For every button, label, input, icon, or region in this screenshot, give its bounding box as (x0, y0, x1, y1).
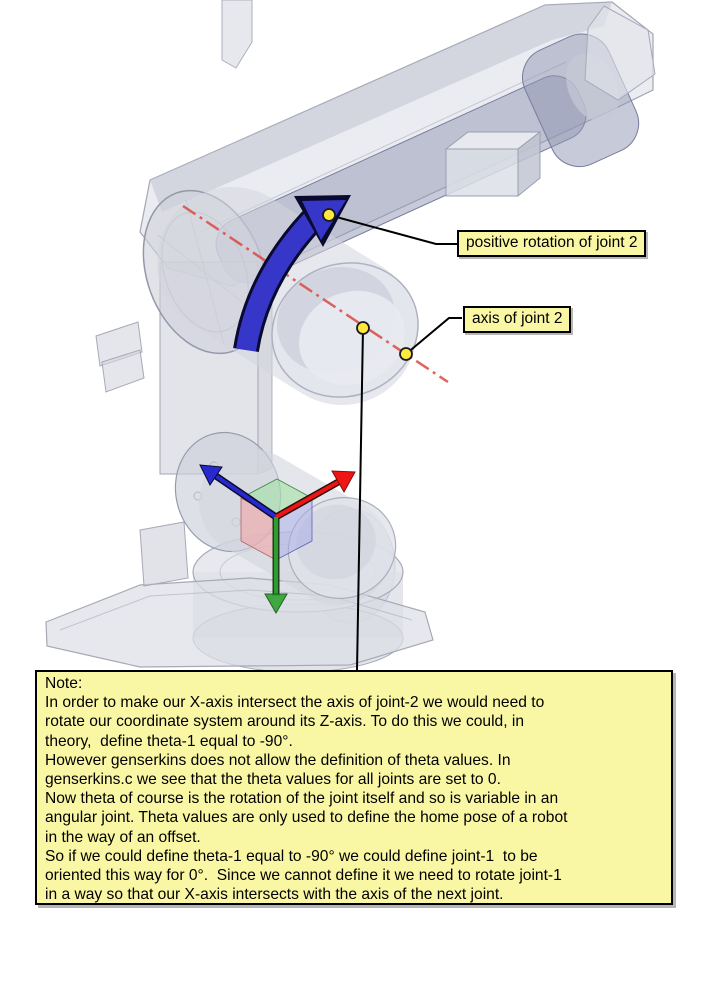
note-line: So if we could define theta-1 equal to -90° we could define joint-1 to be (45, 847, 538, 865)
note-line: rotate our coordinate system around its Z-axis. To do this we could, in (45, 713, 525, 731)
note-line: Now theta of course is the rotation of the joint itself and so is variable in an (45, 790, 559, 808)
note-line: theory, define theta-1 equal to -90°. (45, 732, 293, 750)
note-line: In order to make our X-axis intersect the axis of joint-2 we would need to (45, 694, 545, 712)
robot-arm-illustration (46, 0, 655, 672)
note-line: However genserkins does not allow the definition of theta values. In (45, 751, 511, 769)
base-block (140, 522, 188, 586)
callout-positive-rotation-of-joint-2: positive rotation of joint 2 (457, 230, 646, 257)
joint-marker-dot (323, 209, 335, 221)
robot-top-band (222, 0, 252, 68)
joint-marker-dot (357, 322, 369, 334)
note-line-title: Note: (45, 675, 83, 692)
joint-marker-dot (400, 348, 412, 360)
callout-axis-of-joint-2: axis of joint 2 (463, 306, 571, 333)
note-line: angular joint. Theta values are only used to define the home pose of a robot (45, 809, 568, 827)
arm-box-front (446, 149, 518, 196)
note-line: in a way so that our X-axis intersects with the axis of the next joint. (45, 886, 504, 904)
note-line: genserkins.c we see that the theta values for all joints are set to 0. (45, 771, 501, 789)
note-box (35, 670, 673, 905)
note-line: in the way of an offset. (45, 828, 201, 846)
note-line: oriented this way for 0°. Since we cannot define it we need to rotate joint-1 (45, 867, 562, 885)
